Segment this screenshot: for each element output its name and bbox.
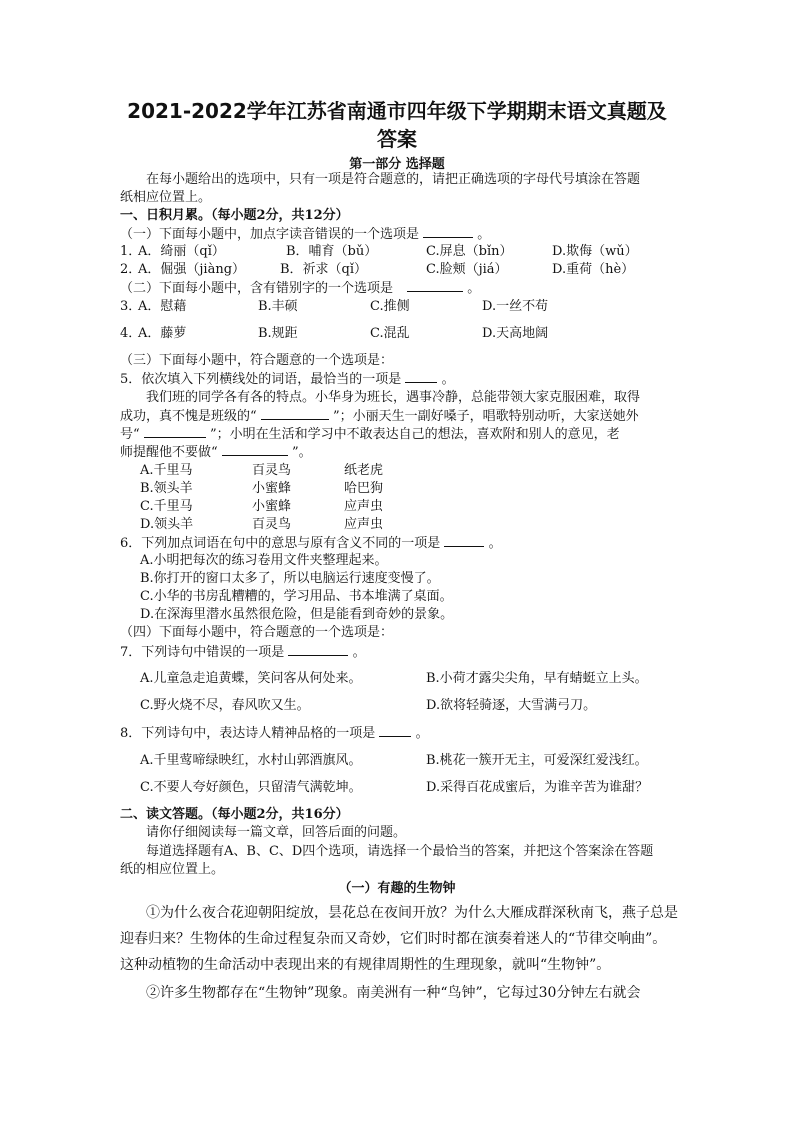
q2-option-d: D.重荷（hè） — [552, 262, 635, 277]
q5-passage-text: 师提醒他不要做“ — [120, 445, 218, 460]
q2-option-a: A．倔强（jiàng） — [138, 262, 246, 277]
subsection1-heading — [120, 225, 490, 244]
fill-blank — [261, 407, 329, 420]
q3-option-a: A．慰藉 — [138, 299, 187, 314]
q6-option-a: A.小明把每次的练习卷用文件夹整理起来。 — [140, 553, 388, 568]
q5-passage-text: ”；小明在生活和学习中不敢表达自己的想法，喜欢附和别人的意见，老 — [209, 427, 620, 442]
q3-option-d: D.一丝不苟 — [482, 299, 549, 314]
exam-title-line2: 答案 — [377, 127, 417, 151]
article-para1-line3: 这种动植物的生命活动中表现出来的有规律周期性的生理现象，就叫“生物钟”。 — [120, 957, 611, 973]
q5-stem-text: 5．依次填入下列横线处的词语，最恰当的一项是 — [120, 372, 402, 387]
q6-option-b: B.你打开的窗口太多了，所以电脑运行速度变慢了。 — [140, 571, 440, 586]
answer-blank — [423, 225, 473, 238]
section2-instruction2: 每道选择题有A、B、C、D四个选项，请选择一个最恰当的答案，并把这个答案涂在答题 — [146, 844, 654, 859]
q8-stem-tail: 。 — [415, 726, 429, 741]
subsection1-tail: 。 — [477, 227, 491, 242]
instruction-line1: 在每小题给出的选项中，只有一项是符合题意的，请把正确选项的字母代号填涂在答题 — [146, 172, 641, 187]
q6-option-c: C.小华的书房乱糟糟的，学习用品、书本堆满了桌面。 — [140, 589, 453, 604]
q5-option-a-word3: 纸老虎 — [344, 463, 384, 478]
subsection2-tail: 。 — [467, 281, 481, 296]
q5-option-a-word2: 百灵鸟 — [252, 463, 292, 478]
subsection3-heading: （三）下面每小题中，符合题意的一个选项是： — [120, 353, 394, 368]
q1-option-c: C.屏息（bǐn） — [426, 244, 513, 259]
q4-option-d: D.天高地阔 — [482, 326, 549, 341]
q4-option-b: B.规距 — [258, 326, 298, 341]
q8-option-d: D.采得百花成蜜后，为谁辛苦为谁甜？ — [426, 780, 649, 795]
q8-stem-text: 8．下列诗句中，表达诗人精神品格的一项是 — [120, 726, 376, 741]
article-para1-line1: ①为什么夜合花迎朝阳绽放，昙花总在夜间开放？为什么大雁成群深秋南飞，燕子总是 — [146, 905, 678, 921]
q7-stem-tail: 。 — [352, 645, 366, 660]
q5-stem — [120, 370, 455, 389]
q5-option-b-label: B.领头羊 — [140, 481, 193, 496]
q5-option-c-word3: 应声虫 — [344, 499, 384, 514]
q4-option-a: A．藤萝 — [138, 326, 187, 341]
q3-option-b: B.丰硕 — [258, 299, 298, 314]
q7-stem — [120, 643, 366, 662]
q3-option-c: C.推侧 — [370, 299, 410, 314]
q5-option-b-word2: 小蜜蜂 — [252, 481, 292, 496]
q5-option-d-word3: 应声虫 — [344, 517, 384, 532]
q6-option-d: D.在深海里潜水虽然很危险，但是能看到奇妙的景象。 — [140, 607, 454, 622]
subsection2-text: （二）下面每小题中，含有错别字的一个选项是 — [120, 281, 394, 296]
article-para1-line2: 迎春归来？生物体的生命过程复杂而又奇妙，它们时时都在演奏着迷人的“节律交响曲”。 — [120, 931, 667, 947]
q1-number: 1． — [120, 244, 142, 259]
q3-number: 3． — [120, 299, 142, 314]
q8-option-c: C.不要人夸好颜色，只留清气满乾坤。 — [140, 780, 362, 795]
q5-passage-line1: 我们班的同学各有各的特点。小华身为班长，遇事冷静，总能带领大家克服困难，取得 — [146, 390, 641, 405]
q1-option-a: A．绮丽（qǐ） — [138, 244, 225, 259]
section2-instruction3: 纸的相应位置上。 — [120, 862, 225, 877]
q5-option-d-word2: 百灵鸟 — [252, 517, 292, 532]
subsection4-heading: （四）下面每小题中，符合题意的一个选项是： — [120, 625, 394, 640]
fill-blank — [144, 425, 206, 438]
q5-passage-line4 — [120, 443, 312, 462]
q8-stem — [120, 724, 429, 743]
q6-stem — [120, 534, 502, 553]
instruction-line2: 纸相应位置上。 — [120, 190, 212, 205]
q2-option-c: C.脸颊（jiá） — [426, 262, 508, 277]
section1-heading: 一、日积月累。（每小题2分，共12分） — [120, 208, 349, 223]
answer-blank — [405, 370, 437, 383]
answer-blank — [379, 724, 411, 737]
q4-option-c: C.混乱 — [370, 326, 410, 341]
q5-option-b-word3: 哈巴狗 — [344, 481, 384, 496]
q8-option-a: A.千里莺啼绿映红，水村山郭酒旗风。 — [140, 753, 362, 768]
answer-blank — [407, 279, 463, 292]
q2-option-b: B．祈求（qǐ） — [280, 262, 368, 277]
q4-number: 4． — [120, 326, 142, 341]
q5-option-c-label: C.千里马 — [140, 499, 193, 514]
q5-option-d-label: D.领头羊 — [140, 517, 194, 532]
q2-number: 2． — [120, 262, 142, 277]
article-para2-line1: ②许多生物都存在“生物钟”现象。南美洲有一种“鸟钟”，它每过30分钟左右就会 — [146, 985, 641, 1001]
q5-passage-text: 号“ — [120, 427, 140, 442]
exam-title-line1: 2021-2022学年江苏省南通市四年级下学期期末语文真题及 — [127, 99, 667, 123]
answer-blank — [288, 643, 348, 656]
q8-option-b: B.桃花一簇开无主，可爱深红爱浅红。 — [426, 753, 648, 768]
q5-passage-text: ”；小丽天生一副好嗓子，唱歌特别动听，大家送她外 — [332, 409, 639, 424]
q6-stem-text: 6．下列加点词语在句中的意思与原有含义不同的一项是 — [120, 536, 441, 551]
q7-option-b: B.小荷才露尖尖角，早有蜻蜓立上头。 — [426, 671, 648, 686]
subsection2-heading — [120, 279, 480, 298]
q1-option-b: B．哺育（bǔ） — [286, 244, 378, 259]
fill-blank — [222, 443, 288, 456]
q1-option-d: D.欺侮（wǔ） — [552, 244, 638, 259]
section2-instruction1: 请你仔细阅读每一篇文章，回答后面的问题。 — [146, 825, 407, 840]
article-title: （一）有趣的生物钟 — [338, 881, 456, 896]
q5-passage-text: 成功，真不愧是班级的“ — [120, 409, 257, 424]
q7-stem-text: 7．下列诗句中错误的一项是 — [120, 645, 285, 660]
part1-heading: 第一部分 选择题 — [349, 157, 445, 172]
q7-option-c: C.野火烧不尽，春风吹又生。 — [140, 698, 310, 713]
subsection1-text: （一）下面每小题中，加点字读音错误的一个选项是 — [120, 227, 420, 242]
answer-blank — [444, 534, 484, 547]
q5-option-c-word2: 小蜜蜂 — [252, 499, 292, 514]
q5-passage-line3 — [120, 425, 620, 444]
q7-option-a: A.儿童急走追黄蝶，笑问客从何处来。 — [140, 671, 362, 686]
q5-option-a-label: A.千里马 — [140, 463, 193, 478]
q5-passage-line2 — [120, 407, 639, 426]
q6-stem-tail: 。 — [488, 536, 502, 551]
section2-heading: 二、读文答题。（每小题2分，共16分） — [120, 807, 349, 822]
q5-stem-tail: 。 — [441, 372, 455, 387]
q7-option-d: D.欲将轻骑逐，大雪满弓刀。 — [426, 698, 597, 713]
q5-passage-text: ”。 — [291, 445, 312, 460]
